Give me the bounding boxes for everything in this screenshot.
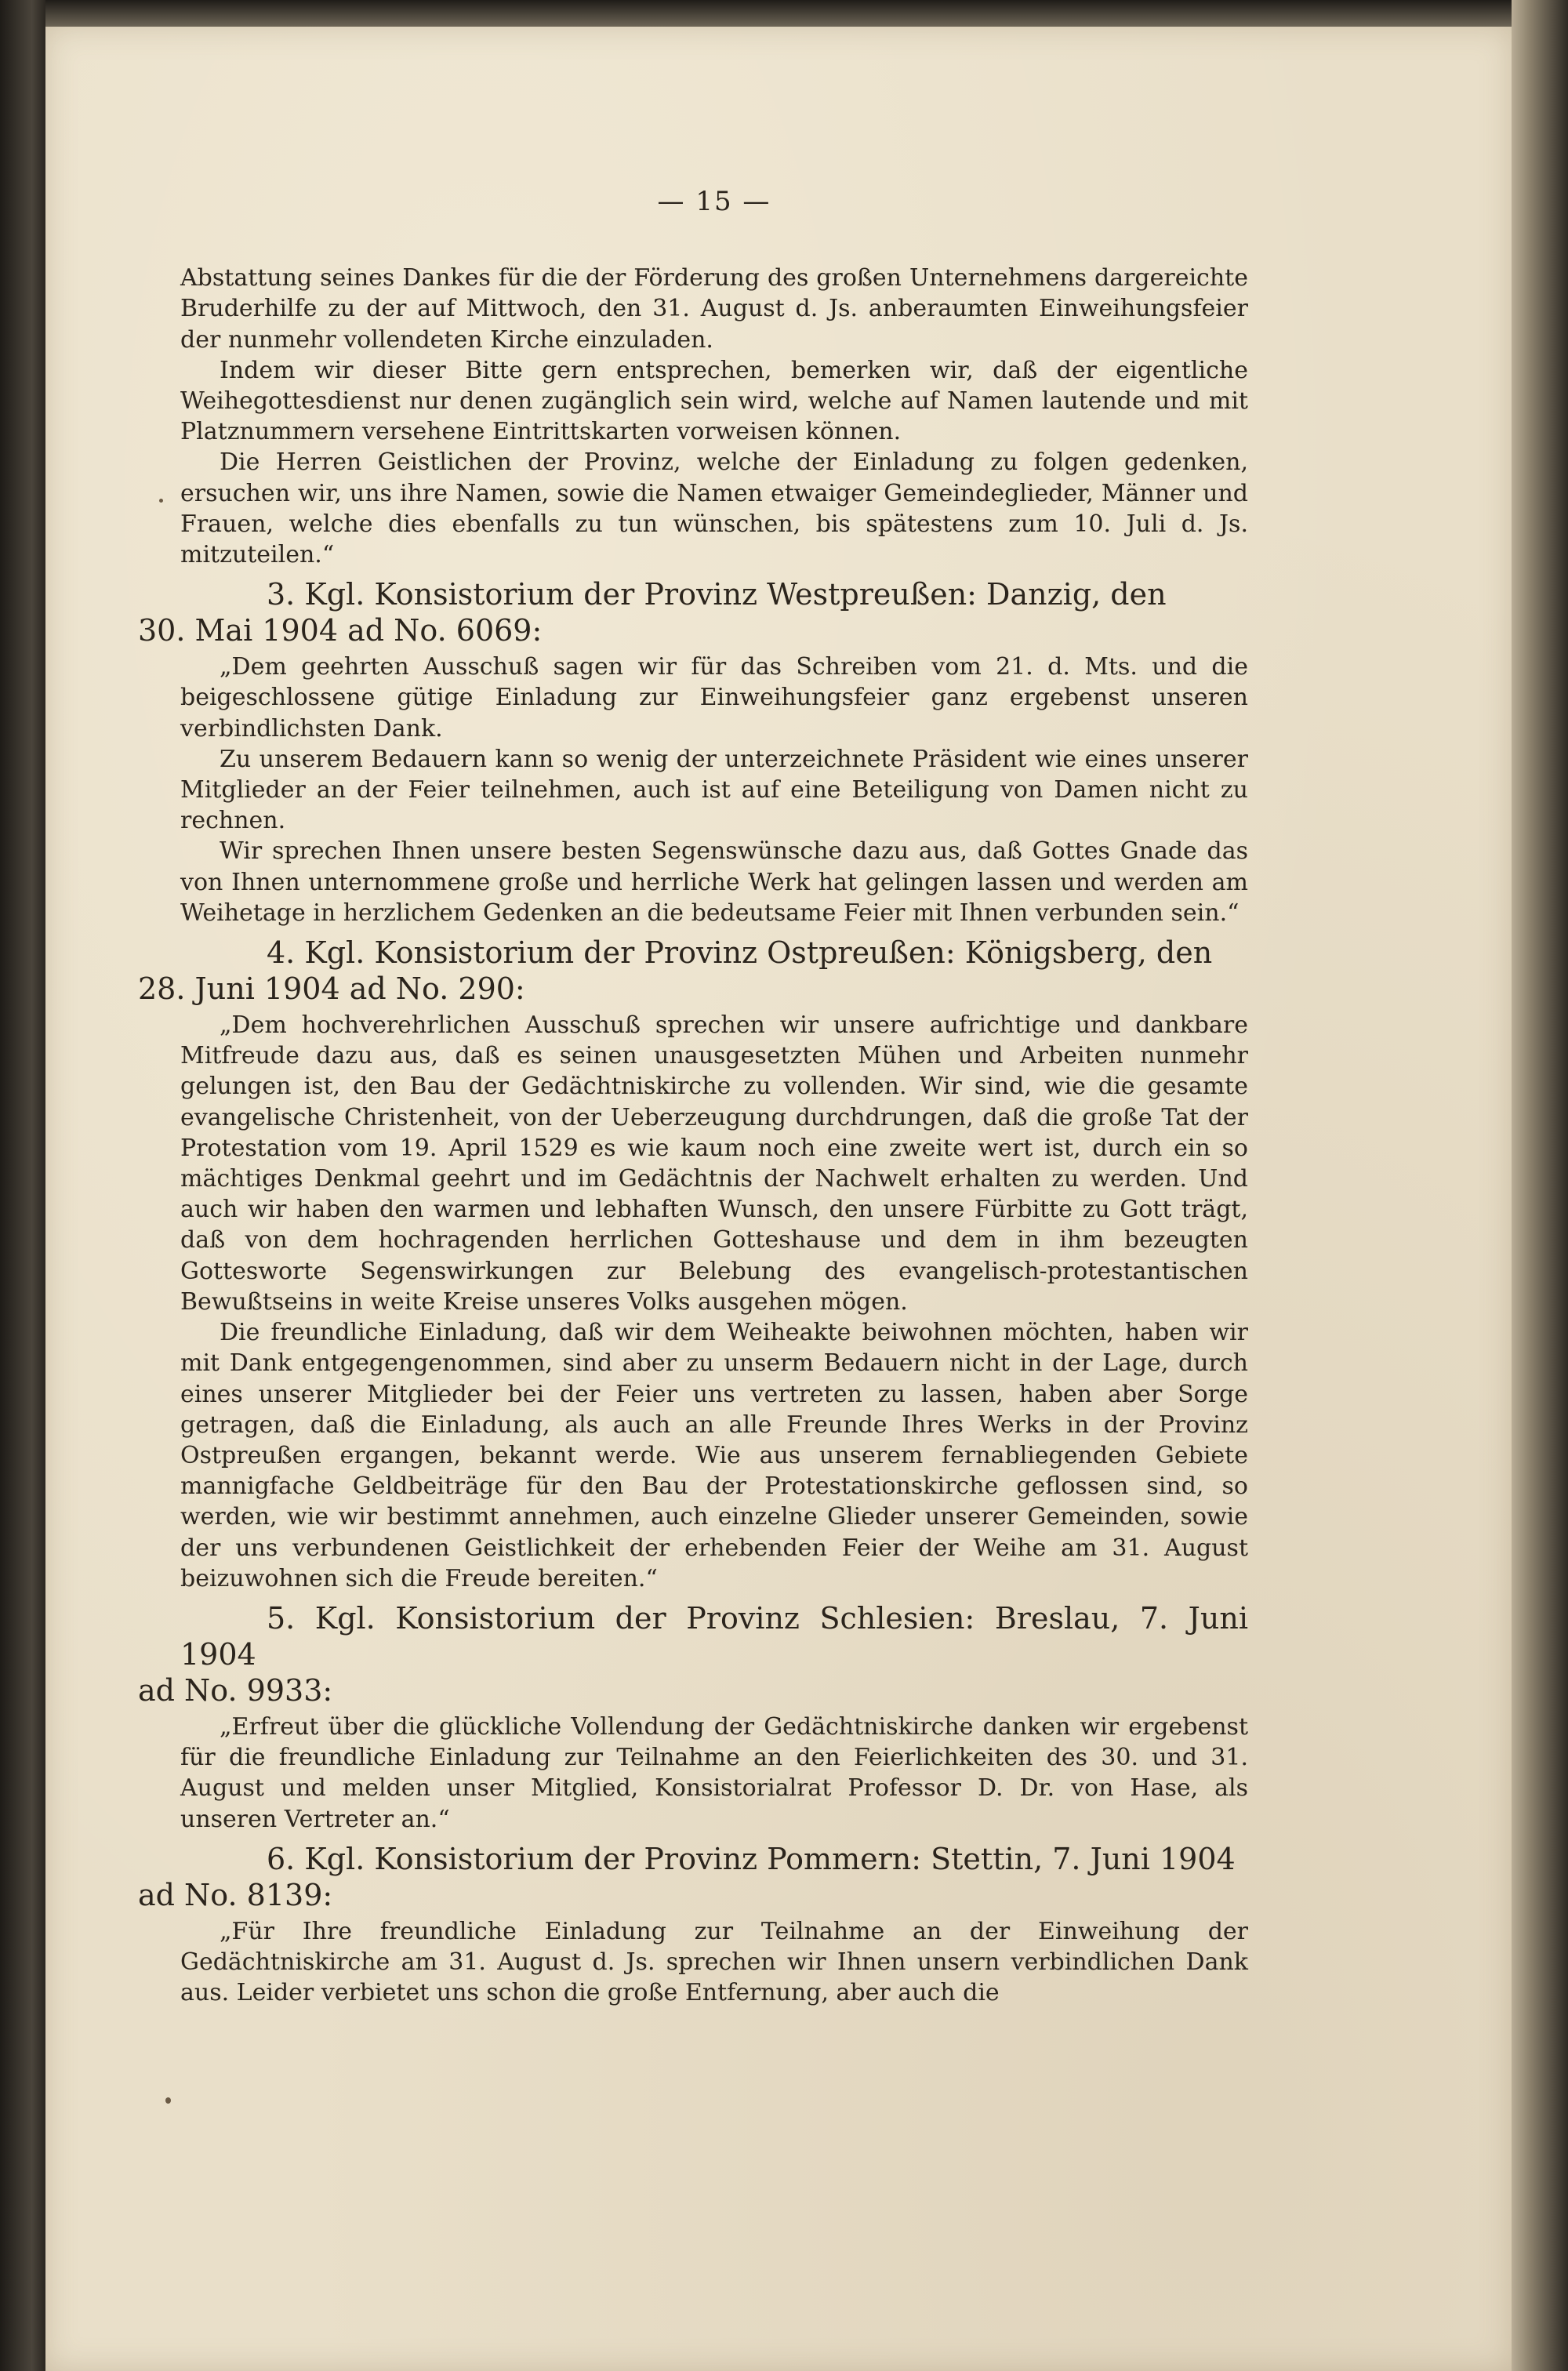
book-spine: [0, 0, 45, 2371]
paragraph: Zu unserem Bedauern kann so wenig der unterzeichnete Präsident wie eines unserer Mitglieder an der Feier teilnehmen, auch ist auf eine Beteiligung von Damen nicht zu rechnen.: [180, 745, 1248, 835]
heading-line: 3. Kgl. Konsistorium der Provinz Westpreußen: Danzig, den: [267, 577, 1167, 612]
section-heading: [138, 1841, 1248, 1913]
paragraph: Indem wir dieser Bitte gern entsprechen, bemerken wir, daß der eigentliche Weihegottesdienst nur denen zugänglich sein wird, welche auf Namen lautende und mit Platznummern versehene Eintrittskarten vorweisen können.: [180, 356, 1248, 446]
top-edge: [45, 0, 1512, 27]
paragraph: „Dem geehrten Ausschuß sagen wir für das Schreiben vom 21. d. Mts. und die beigeschlossene gütige Einladung zur Einweihungsfeier ganz ergebenst unseren verbindlichsten Dank.: [180, 653, 1248, 743]
page-text: [138, 186, 1248, 2008]
page-edge: [1512, 0, 1568, 2371]
heading-line: 4. Kgl. Konsistorium der Provinz Ostpreußen: Königsberg, den: [267, 935, 1213, 971]
heading-line: ad No. 9933:: [138, 1672, 333, 1708]
ink-speck: [165, 2097, 171, 2104]
paragraph: Abstattung seines Dankes für die der Förderung des großen Unternehmens dargereichte Bruderhilfe zu der auf Mittwoch, den 31. August d. Js. anberaumten Einweihungsfeier der nunmehr vollendeten Kirche einzuladen.: [180, 264, 1248, 354]
heading-line: 5. Kgl. Konsistorium der Provinz Schlesien: Breslau, 7. Juni 1904: [180, 1600, 1248, 1672]
heading-line: 6. Kgl. Konsistorium der Provinz Pommern: Stettin, 7. Juni 1904: [267, 1841, 1236, 1876]
heading-line: ad No. 8139:: [138, 1877, 333, 1912]
section-heading: [138, 576, 1248, 648]
paragraph: „Für Ihre freundliche Einladung zur Teilnahme an der Einweihung der Gedächtniskirche am 31. August d. Js. sprechen wir Ihnen unsern verbindlichen Dank aus. Leider verbietet uns schon die große Entfernung, aber auch die: [180, 1917, 1248, 2007]
paragraph: „Dem hochverehrlichen Ausschuß sprechen wir unsere aufrichtige und dankbare Mitfreude dazu aus, daß es seinen unausgesetzten Mühen und Arbeiten nunmehr gelungen ist, den Bau der Gedächtniskirche zu vollenden. Wir sind, wie die gesamte evangelische Christenheit, von der Ueberzeugung durchdrungen, daß die große Tat der Protestation vom 19. April 1529 es wie kaum noch eine zweite wert ist, durch ein so mächtiges Denkmal geehrt und im Gedächtnis der Nachwelt erhalten zu werden. Und auch wir haben den warmen und lebhaften Wunsch, den unsere Fürbitte zu Gott trägt, daß von dem hochragenden herrlichen Gotteshause und dem in ihm bezeugten Gottesworte Segenswirkungen zur Belebung des evangelisch-protestantischen Bewußtseins in weite Kreise unseres Volks ausgehen mögen.: [180, 1011, 1248, 1316]
paragraph: Die freundliche Einladung, daß wir dem Weiheakte beiwohnen möchten, haben wir mit Dank entgegengenommen, sind aber zu unserm Bedauern nicht in der Lage, durch eines unserer Mitglieder bei der Feier uns vertreten zu lassen, haben aber Sorge getragen, daß die Einladung, als auch an alle Freunde Ihres Werks in der Provinz Ostpreußen ergangen, bekannt werde. Wie aus unserem fernabliegenden Gebiete mannigfache Geldbeiträge für den Bau der Protestationskirche geflossen sind, so werden, wie wir bestimmt annehmen, auch einzelne Glieder unserer Gemeinden, sowie der uns verbundenen Geistlichkeit der erhebenden Feier der Weihe am 31. August beizuwohnen sich die Freude bereiten.“: [180, 1319, 1248, 1592]
section-heading: [138, 1600, 1248, 1708]
heading-line: 30. Mai 1904 ad No. 6069:: [138, 613, 543, 648]
paragraph: „Erfreut über die glückliche Vollendung der Gedächtniskirche danken wir ergebenst für die freundliche Einladung zur Teilnahme an den Feierlichkeiten des 30. und 31. August und melden unser Mitglied, Konsistorialrat Professor D. Dr. von Hase, als unseren Vertreter an.“: [180, 1712, 1248, 1833]
heading-line: 28. Juni 1904 ad No. 290:: [138, 971, 525, 1007]
ink-speck: [159, 499, 163, 503]
paragraph: Die Herren Geistlichen der Provinz, welche der Einladung zu folgen gedenken, ersuchen wir, uns ihre Namen, sowie die Namen etwaiger Gemeindeglieder, Männer und Frauen, welche dies ebenfalls zu tun wünschen, bis spätestens zum 10. Juli d. Js. mitzuteilen.“: [180, 448, 1248, 569]
paragraph: Wir sprechen Ihnen unsere besten Segenswünsche dazu aus, daß Gottes Gnade das von Ihnen unternommene große und herrliche Werk hat gelingen lassen und werden am Weihetage in herzlichem Gedenken an die bedeutsame Feier mit Ihnen verbunden sein.“: [180, 837, 1248, 927]
page-number: — 15 —: [657, 186, 771, 217]
section-heading: [138, 935, 1248, 1007]
